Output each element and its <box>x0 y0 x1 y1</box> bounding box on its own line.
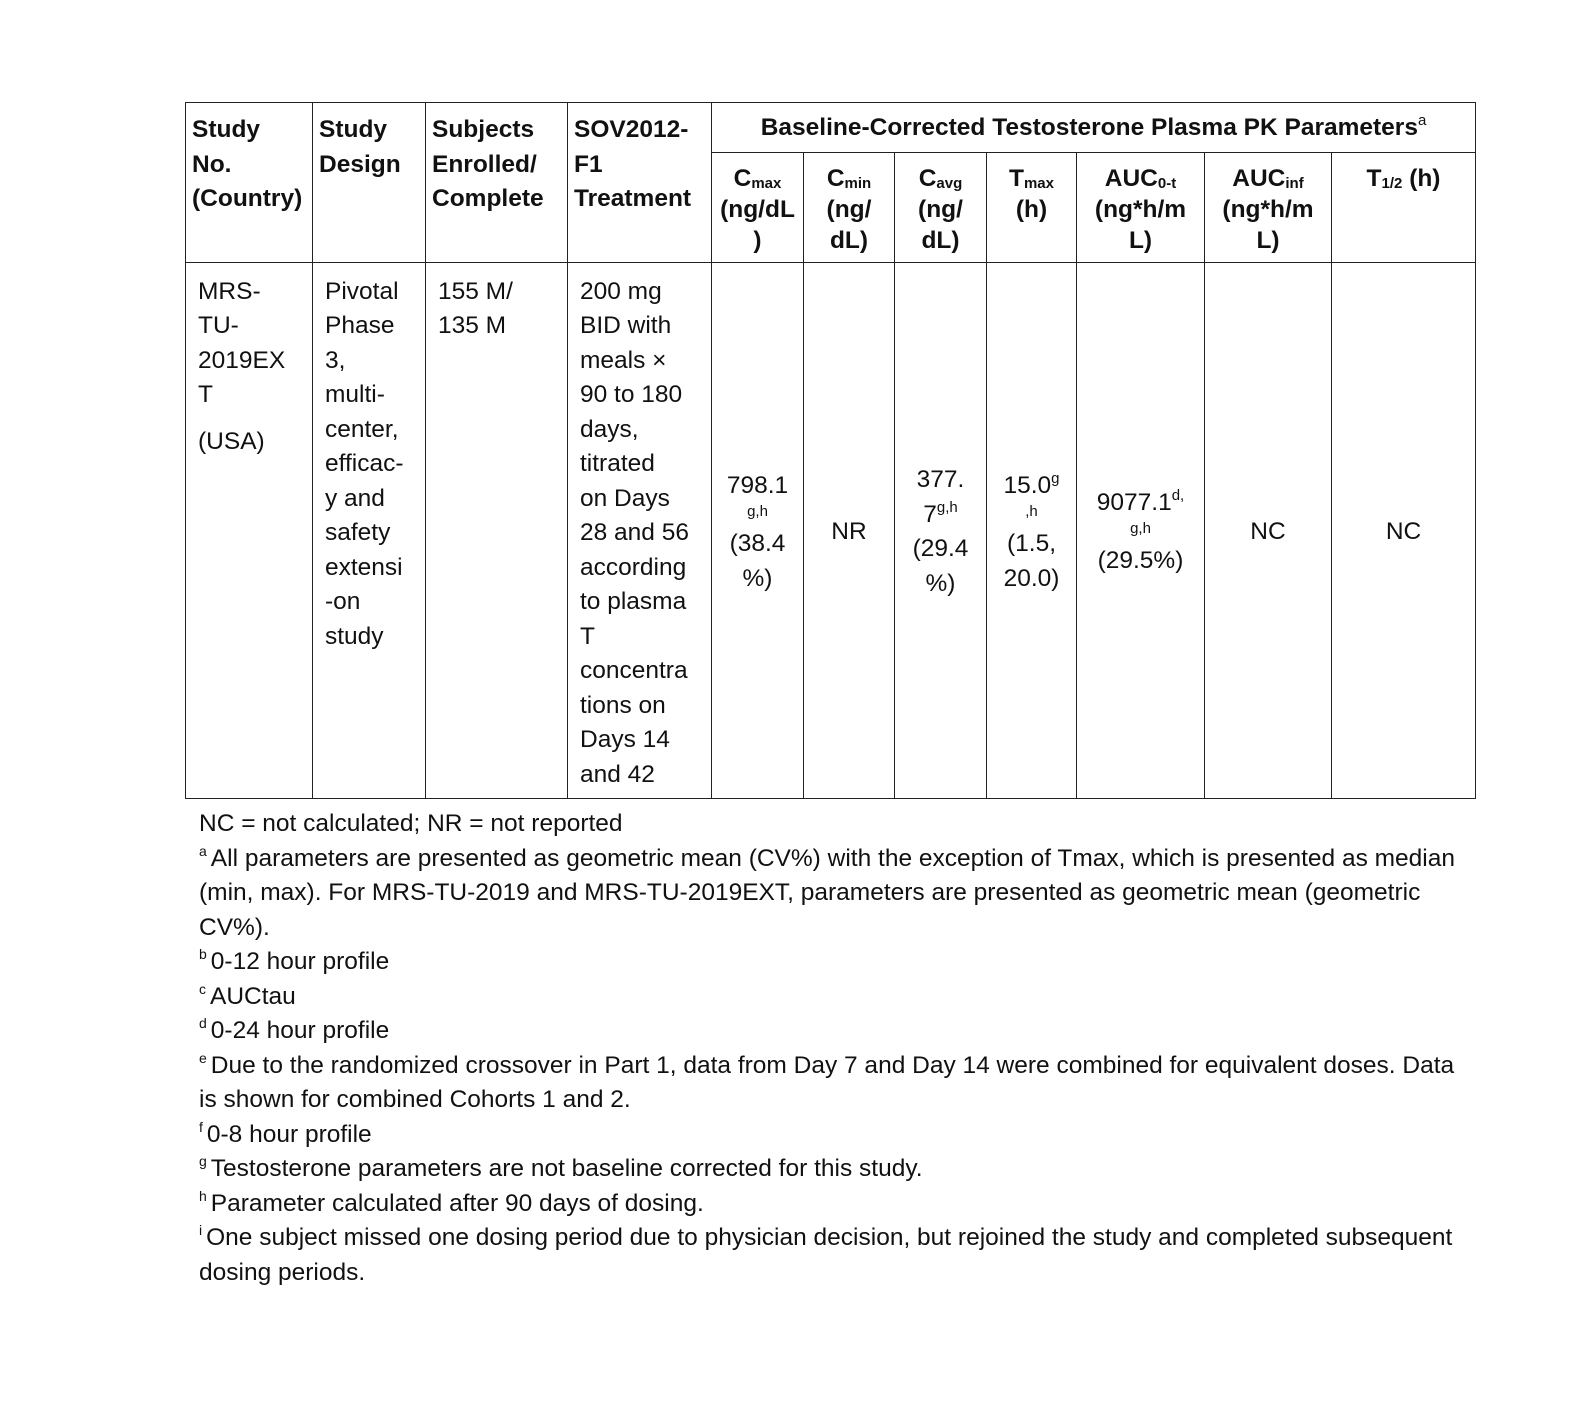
footnote-text: 0-8 hour profile <box>206 1120 372 1148</box>
param-subscript: avg <box>936 174 963 192</box>
header-param <box>1332 152 1476 262</box>
header-study-no: Study No. (Country) <box>186 103 313 263</box>
pk-parameters-table <box>185 102 1476 799</box>
study-id: MRS- TU- 2019EX T <box>198 277 286 408</box>
footnote <box>199 807 1475 842</box>
auc0t-footnote-mark: d, <box>1171 486 1185 504</box>
footnote-mark: f <box>199 1118 203 1135</box>
footnote-text: 0-12 hour profile <box>210 948 390 975</box>
footnote <box>199 1014 1475 1049</box>
footnote <box>199 1152 1475 1187</box>
param-symbol: C <box>733 164 752 192</box>
cell-thalf: NC <box>1332 262 1476 799</box>
cell-subjects: 155 M/ 135 M <box>426 262 568 799</box>
param-symbol: T <box>1009 164 1024 192</box>
param-unit: (ng/ dL) <box>826 195 872 254</box>
param-symbol: C <box>918 164 937 192</box>
footnote-text: Due to the randomized crossover in Part 1, data from Day 7 and Day 14 were combined for equivalent doses. Data is shown for combined Cohorts 1 and 2. <box>199 1051 1455 1113</box>
footnote <box>199 1221 1475 1290</box>
auc0t-value: 9077.1 <box>1096 488 1172 516</box>
cell-auc0t <box>1077 262 1205 799</box>
footnote-mark: c <box>199 980 206 997</box>
footnote <box>199 945 1475 980</box>
header-subjects: Subjects Enrolled/ Complete <box>426 103 568 263</box>
auc0t-cv: (29.5%) <box>1097 547 1184 575</box>
header-param <box>804 152 895 262</box>
header-row-1 <box>186 103 1476 153</box>
cavg-value: 377. 7 <box>916 466 965 528</box>
header-pk-group-footnote-mark: a <box>1417 112 1427 129</box>
header-pk-group-label: Baseline-Corrected Testosterone Plasma PK Parameters <box>760 114 1418 141</box>
cmax-cv: (38.4 %) <box>729 530 786 592</box>
footnote-text: All parameters are presented as geometric mean (CV%) with the exception of Tmax, which is presented as median (min, max). For MRS-TU-2019 and MRS-TU-2019EXT, parameters are presented as geometric mean (geometric CV%). <box>199 844 1455 941</box>
footnote-mark: d <box>199 1015 207 1031</box>
header-param <box>987 152 1077 262</box>
header-param <box>1205 152 1332 262</box>
cavg-cv: (29.4 %) <box>912 535 969 597</box>
footnote-mark: e <box>199 1049 207 1066</box>
cell-cavg <box>895 262 987 799</box>
cell-tmax <box>987 262 1077 799</box>
footnotes <box>199 807 1475 1290</box>
param-subscript: 1/2 <box>1381 174 1403 192</box>
tmax-footnote-mark: g <box>1051 469 1060 487</box>
footnote-text: AUCtau <box>210 982 296 1010</box>
cell-study-design: Pivotal Phase 3, multi- center, efficac- y and safety extensi -on study <box>313 262 426 799</box>
param-unit: (ng*h/m L) <box>1222 195 1314 254</box>
footnote-text: 0-24 hour profile <box>210 1017 390 1044</box>
header-study-design: Study Design <box>313 103 426 263</box>
param-subscript: 0-t <box>1157 174 1177 192</box>
footnote-text: NC = not calculated; NR = not reported <box>199 810 623 837</box>
param-subscript: max <box>751 174 782 192</box>
param-symbol: T <box>1366 164 1382 192</box>
cell-study-no <box>186 262 313 799</box>
cavg-footnote-mark: g,h <box>936 498 958 516</box>
tmax-range: (1.5, 20.0) <box>1003 530 1060 592</box>
header-param <box>895 152 987 262</box>
header-treatment: SOV2012- F1 Treatment <box>568 103 712 263</box>
footnote-text: One subject missed one dosing period due to physician decision, but rejoined the study and completed subsequent dosing periods. <box>199 1224 1453 1286</box>
tmax-footnote-mark-2: ,h <box>1025 503 1038 520</box>
param-unit: (h) <box>1015 195 1048 223</box>
param-unit: (ng*h/m L) <box>1094 195 1187 254</box>
table-row <box>186 262 1476 799</box>
footnote <box>199 1187 1475 1222</box>
footnote-mark: g <box>199 1153 207 1169</box>
cell-treatment: 200 mg BID with meals × 90 to 180 days, titrated on Days 28 and 56 according to plasma T concentra tions on Days 14 and 42 <box>568 262 712 799</box>
header-param <box>1077 152 1205 262</box>
param-unit: (h) <box>1409 164 1441 192</box>
footnote-mark: a <box>199 842 207 859</box>
tmax-value: 15.0 <box>1003 471 1052 499</box>
param-symbol: AUC <box>1104 164 1158 192</box>
footnote-text: Parameter calculated after 90 days of dosing. <box>210 1189 704 1217</box>
study-country: (USA) <box>198 427 265 455</box>
footnote <box>199 1049 1475 1118</box>
param-subscript: max <box>1023 174 1054 192</box>
document-page <box>185 102 1475 1290</box>
header-param <box>712 152 804 262</box>
footnote <box>199 1118 1475 1153</box>
footnote <box>199 980 1475 1015</box>
param-symbol: C <box>826 164 845 192</box>
cmax-footnote-mark: g,h <box>747 503 768 520</box>
param-symbol: AUC <box>1232 164 1286 192</box>
param-unit: (ng/ dL) <box>918 195 963 254</box>
header-pk-group <box>712 103 1476 153</box>
footnote-mark: h <box>199 1187 207 1204</box>
footnote-mark: i <box>199 1222 203 1238</box>
param-subscript: inf <box>1285 174 1304 192</box>
cell-cmax <box>712 262 804 799</box>
footnote-text: Testosterone parameters are not baseline corrected for this study. <box>210 1155 923 1182</box>
cmax-value: 798.1 <box>726 471 789 499</box>
footnote-mark: b <box>199 946 207 962</box>
param-unit: (ng/dL ) <box>720 195 795 254</box>
footnote <box>199 842 1475 946</box>
param-subscript: min <box>844 174 872 192</box>
cell-cmin: NR <box>804 262 895 799</box>
auc0t-footnote-mark-2: g,h <box>1130 520 1151 538</box>
cell-aucinf: NC <box>1205 262 1332 799</box>
